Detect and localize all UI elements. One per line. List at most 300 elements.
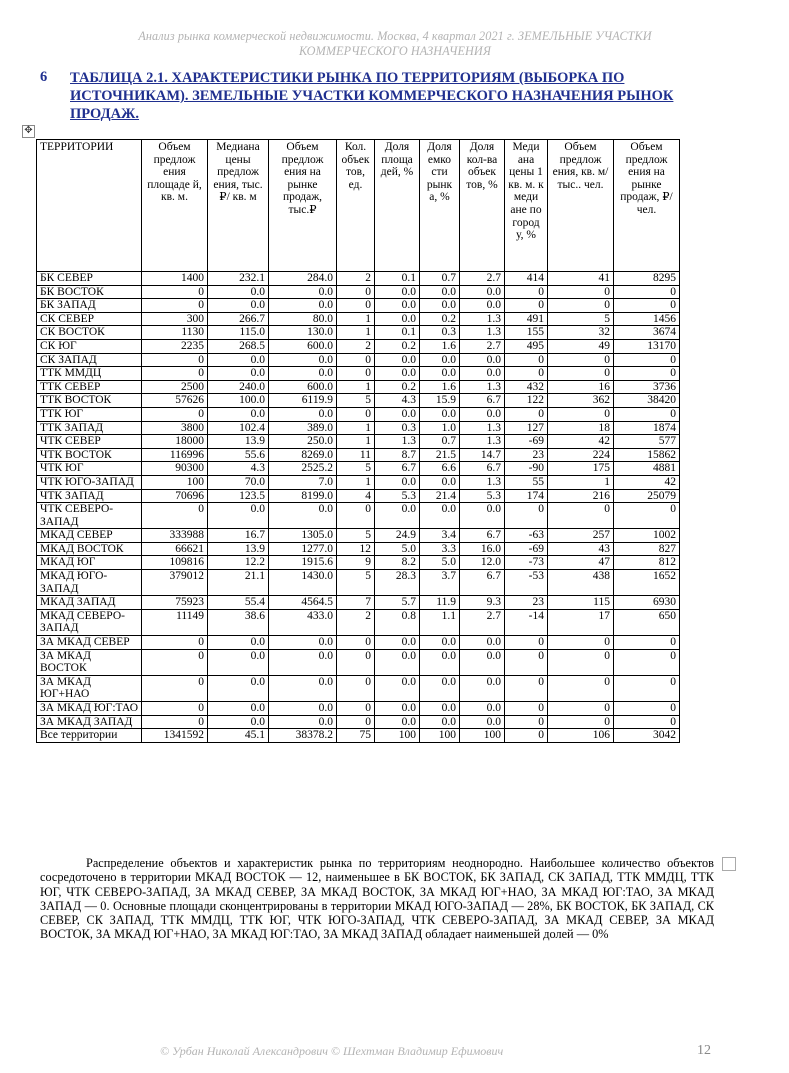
territory-cell: БК ВОСТОК [37, 285, 142, 299]
value-cell: 0 [614, 367, 680, 381]
value-cell: 4.3 [375, 394, 420, 408]
value-cell: 0 [142, 503, 208, 529]
territory-cell: ЗА МКАД ВОСТОК [37, 649, 142, 675]
value-cell: 232.1 [208, 272, 269, 286]
value-cell: 3.4 [420, 529, 460, 543]
value-cell: 75923 [142, 596, 208, 610]
value-cell: 1.1 [420, 609, 460, 635]
territory-cell: БК ЗАПАД [37, 299, 142, 313]
table-row [37, 448, 680, 462]
value-cell: 0 [337, 675, 375, 701]
value-cell: 600.0 [269, 339, 337, 353]
table-row [37, 556, 680, 570]
value-cell: 1 [337, 475, 375, 489]
value-cell: 0 [337, 702, 375, 716]
value-cell: 2.7 [460, 339, 505, 353]
value-cell: 42 [548, 435, 614, 449]
table-row [37, 421, 680, 435]
territory-cell: ЧТК ВОСТОК [37, 448, 142, 462]
value-cell: 0.0 [208, 636, 269, 650]
table-row [37, 299, 680, 313]
territory-cell: ТТК ЮГ [37, 407, 142, 421]
value-cell: 0.0 [460, 407, 505, 421]
value-cell: 0 [614, 636, 680, 650]
value-cell: 1.3 [460, 475, 505, 489]
value-cell: 0.0 [460, 715, 505, 729]
value-cell: 5 [337, 529, 375, 543]
value-cell: 0 [142, 715, 208, 729]
value-cell: 1305.0 [269, 529, 337, 543]
table-row [37, 702, 680, 716]
value-cell: 3736 [614, 380, 680, 394]
value-cell: 4564.5 [269, 596, 337, 610]
table-row [37, 339, 680, 353]
value-cell: 0.0 [208, 702, 269, 716]
value-cell: 1 [337, 312, 375, 326]
analysis-paragraph: Распределение объектов и характеристик рынка по территориям неоднородно. Наибольшее количество объектов сосредоточено в территории МКАД ВОСТОК — 12, наименьшее в БК ВОСТОК, БК ЗАПАД, СК ЗАПАД, ТТК ММДЦ, ТТК ЮГ, ЧТК СЕВЕРО-ЗАПАД, ЗА МКАД СЕВЕР, ЗА МКАД ВОСТОК, ЗА МКАД ЮГ+НАО, ЗА МКАД ЮГ:ТАО, ЗА МКАД ЗАПАД — 0. Основные площади сконцентрированы в территории МКАД ЮГО-ЗАПАД — 28%, БК ВОСТОК, БК ЗАПАД, СК СЕВЕР, СК ЗАПАД, ТТК ММДЦ, ТТК ЮГ, ЧТК ЮГО-ЗАПАД, ЧТК СЕВЕРО-ЗАПАД, ЗА МКАД СЕВЕР, ЗА МКАД ВОСТОК, ЗА МКАД ЮГ+НАО, ЗА МКАД ЮГ:ТАО, ЗА МКАД ЗАПАД обладает наименьшей долей — 0% [40, 856, 714, 942]
value-cell: 0.7 [420, 435, 460, 449]
territory-cell: МКАД ЮГ [37, 556, 142, 570]
value-cell: 0.0 [375, 299, 420, 313]
value-cell: 3800 [142, 421, 208, 435]
value-cell: 3674 [614, 326, 680, 340]
value-cell: 1002 [614, 529, 680, 543]
value-cell: 0 [337, 299, 375, 313]
column-header: Медиана цены предлож ения, тыс.₽/ кв. м [208, 140, 269, 272]
territory-cell: ЧТК СЕВЕР [37, 435, 142, 449]
value-cell: 21.4 [420, 489, 460, 503]
table-row [37, 435, 680, 449]
value-cell: 0.0 [269, 715, 337, 729]
table-row [37, 367, 680, 381]
value-cell: 0.0 [460, 353, 505, 367]
value-cell: 0.0 [420, 503, 460, 529]
table-row [37, 272, 680, 286]
value-cell: 13.9 [208, 435, 269, 449]
value-cell: 266.7 [208, 312, 269, 326]
value-cell: 0.1 [375, 326, 420, 340]
value-cell: 8199.0 [269, 489, 337, 503]
value-cell: 0 [548, 299, 614, 313]
value-cell: 3.7 [420, 570, 460, 596]
value-cell: 1 [337, 380, 375, 394]
table-row [37, 380, 680, 394]
value-cell: 0.0 [269, 675, 337, 701]
value-cell: 1130 [142, 326, 208, 340]
value-cell: 0.0 [269, 367, 337, 381]
value-cell: -73 [505, 556, 548, 570]
value-cell: 0 [505, 675, 548, 701]
value-cell: 0.0 [375, 636, 420, 650]
value-cell: 100 [460, 729, 505, 743]
table-row [37, 675, 680, 701]
territory-cell: МКАД ЮГО-ЗАПАД [37, 570, 142, 596]
value-cell: 2 [337, 272, 375, 286]
value-cell: 0 [548, 675, 614, 701]
value-cell: 0 [548, 636, 614, 650]
value-cell: 0.0 [208, 675, 269, 701]
page-number: 12 [697, 1043, 711, 1058]
territory-cell: ЧТК ЮГ [37, 462, 142, 476]
value-cell: 0 [548, 353, 614, 367]
title-link[interactable]: ТАБЛИЦА 2.1. ХАРАКТЕРИСТИКИ РЫНКА ПО ТЕРРИТОРИЯМ (ВЫБОРКА ПО ИСТОЧНИКАМ). ЗЕМЕЛЬНЫЕ УЧАСТКИ КОММЕРЧЕСКОГО НАЗНАЧЕНИЯ РЫНОК ПРОДАЖ. [70, 70, 674, 122]
value-cell: 300 [142, 312, 208, 326]
value-cell: 5 [337, 394, 375, 408]
table-row [37, 407, 680, 421]
column-header: Объем предлож ения, кв. м/ тыс.. чел. [548, 140, 614, 272]
value-cell: 11149 [142, 609, 208, 635]
value-cell: 0 [505, 649, 548, 675]
column-header: Объем предлож ения на рынке продаж, тыс.₽ [269, 140, 337, 272]
value-cell: 70696 [142, 489, 208, 503]
territory-cell: ТТК ЗАПАД [37, 421, 142, 435]
value-cell: 0.2 [375, 339, 420, 353]
column-header: Кол. объек тов, ед. [337, 140, 375, 272]
value-cell: 0 [505, 367, 548, 381]
value-cell: 812 [614, 556, 680, 570]
value-cell: 1 [337, 326, 375, 340]
value-cell: 6930 [614, 596, 680, 610]
value-cell: 0 [142, 353, 208, 367]
value-cell: 2.7 [460, 609, 505, 635]
value-cell: 11 [337, 448, 375, 462]
value-cell: 3.3 [420, 542, 460, 556]
value-cell: 90300 [142, 462, 208, 476]
value-cell: 0.0 [269, 353, 337, 367]
value-cell: 6.7 [460, 394, 505, 408]
value-cell: 0 [505, 503, 548, 529]
value-cell: 414 [505, 272, 548, 286]
value-cell: 2 [337, 609, 375, 635]
value-cell: 0 [548, 285, 614, 299]
table-row [37, 529, 680, 543]
table-row [37, 503, 680, 529]
table-row [37, 715, 680, 729]
value-cell: 257 [548, 529, 614, 543]
value-cell: 433.0 [269, 609, 337, 635]
value-cell: 17 [548, 609, 614, 635]
value-cell: 0.0 [208, 285, 269, 299]
value-cell: 106 [548, 729, 614, 743]
value-cell: 0 [337, 407, 375, 421]
value-cell: 0.0 [460, 636, 505, 650]
value-cell: 0.0 [269, 503, 337, 529]
value-cell: 0 [337, 715, 375, 729]
value-cell: 13.9 [208, 542, 269, 556]
value-cell: 12.0 [460, 556, 505, 570]
value-cell: 38.6 [208, 609, 269, 635]
value-cell: 5.3 [375, 489, 420, 503]
table-title [40, 69, 730, 123]
value-cell: 333988 [142, 529, 208, 543]
value-cell: 0.0 [208, 715, 269, 729]
value-cell: 0 [142, 407, 208, 421]
territory-cell: ЧТК ЗАПАД [37, 489, 142, 503]
value-cell: 23 [505, 448, 548, 462]
value-cell: 0.0 [420, 407, 460, 421]
value-cell: 15862 [614, 448, 680, 462]
value-cell: 0.0 [375, 312, 420, 326]
value-cell: 0.0 [420, 285, 460, 299]
value-cell: 109816 [142, 556, 208, 570]
value-cell: 0.0 [269, 649, 337, 675]
value-cell: 1341592 [142, 729, 208, 743]
table-row [37, 285, 680, 299]
value-cell: 0 [614, 407, 680, 421]
value-cell: 41 [548, 272, 614, 286]
value-cell: 827 [614, 542, 680, 556]
value-cell: 0 [548, 407, 614, 421]
market-table [36, 139, 680, 743]
value-cell: 0.0 [460, 702, 505, 716]
value-cell: 5 [337, 462, 375, 476]
value-cell: 379012 [142, 570, 208, 596]
value-cell: 4 [337, 489, 375, 503]
value-cell: 0.0 [460, 675, 505, 701]
value-cell: 0 [614, 675, 680, 701]
territory-cell: МКАД СЕВЕРО-ЗАПАД [37, 609, 142, 635]
value-cell: 0 [548, 715, 614, 729]
territory-cell: МКАД ЗАПАД [37, 596, 142, 610]
footer-copyright: © Урбан Николай Александрович © Шехтман Владимир Ефимович [160, 1044, 504, 1058]
value-cell: 0 [614, 299, 680, 313]
table-row [37, 609, 680, 635]
value-cell: 11.9 [420, 596, 460, 610]
value-cell: 0.0 [375, 353, 420, 367]
value-cell: 0.0 [208, 503, 269, 529]
territory-cell: ЧТК ЮГО-ЗАПАД [37, 475, 142, 489]
value-cell: 362 [548, 394, 614, 408]
value-cell: 9 [337, 556, 375, 570]
territory-cell: СК ЮГ [37, 339, 142, 353]
value-cell: 66621 [142, 542, 208, 556]
territory-cell: ТТК ВОСТОК [37, 394, 142, 408]
value-cell: 1.3 [460, 380, 505, 394]
value-cell: 38420 [614, 394, 680, 408]
territory-cell: СК СЕВЕР [37, 312, 142, 326]
value-cell: 1 [337, 435, 375, 449]
value-cell: 0.0 [420, 649, 460, 675]
title-number: 6 [40, 69, 48, 85]
value-cell: 0.0 [269, 299, 337, 313]
value-cell: 0 [548, 503, 614, 529]
value-cell: 0 [142, 285, 208, 299]
territory-cell: ТТК СЕВЕР [37, 380, 142, 394]
value-cell: 0.0 [420, 675, 460, 701]
value-cell: 115 [548, 596, 614, 610]
value-cell: 438 [548, 570, 614, 596]
value-cell: 600.0 [269, 380, 337, 394]
value-cell: 0.0 [375, 285, 420, 299]
value-cell: 0 [505, 285, 548, 299]
value-cell: 0.0 [375, 503, 420, 529]
table-row [37, 596, 680, 610]
value-cell: 25079 [614, 489, 680, 503]
value-cell: 0.0 [208, 353, 269, 367]
value-cell: 55.6 [208, 448, 269, 462]
value-cell: 0 [614, 503, 680, 529]
value-cell: 0.0 [208, 299, 269, 313]
value-cell: 0 [337, 636, 375, 650]
value-cell: 1.6 [420, 339, 460, 353]
paragraph-mark-icon [722, 857, 736, 871]
value-cell: 0.0 [269, 702, 337, 716]
value-cell: 284.0 [269, 272, 337, 286]
value-cell: 12.2 [208, 556, 269, 570]
value-cell: 8295 [614, 272, 680, 286]
value-cell: 432 [505, 380, 548, 394]
value-cell: 0.0 [375, 367, 420, 381]
value-cell: 4.3 [208, 462, 269, 476]
value-cell: 116996 [142, 448, 208, 462]
value-cell: 2235 [142, 339, 208, 353]
value-cell: 6.7 [375, 462, 420, 476]
value-cell: 7 [337, 596, 375, 610]
column-header: Меди ана цены 1 кв. м. к меди ане по город у, % [505, 140, 548, 272]
table-row [37, 489, 680, 503]
column-header: Доля площа дей, % [375, 140, 420, 272]
territory-cell: БК СЕВЕР [37, 272, 142, 286]
column-header: Объем предлож ения на рынке продаж, ₽/чел. [614, 140, 680, 272]
value-cell: 16 [548, 380, 614, 394]
value-cell: 1.3 [460, 326, 505, 340]
value-cell: 3042 [614, 729, 680, 743]
value-cell: 1.3 [375, 435, 420, 449]
territory-cell: ЗА МКАД ЗАПАД [37, 715, 142, 729]
value-cell: 16.0 [460, 542, 505, 556]
value-cell: 70.0 [208, 475, 269, 489]
value-cell: 42 [614, 475, 680, 489]
value-cell: 0.0 [420, 475, 460, 489]
value-cell: 0.1 [375, 272, 420, 286]
value-cell: 23 [505, 596, 548, 610]
value-cell: 0 [614, 715, 680, 729]
value-cell: 1 [337, 421, 375, 435]
value-cell: 0.0 [420, 367, 460, 381]
header-line-2: КОММЕРЧЕСКОГО НАЗНАЧЕНИЯ [299, 44, 491, 58]
value-cell: 155 [505, 326, 548, 340]
value-cell: 175 [548, 462, 614, 476]
value-cell: 0.0 [269, 407, 337, 421]
value-cell: 0.0 [420, 299, 460, 313]
value-cell: 0.0 [460, 367, 505, 381]
value-cell: 1430.0 [269, 570, 337, 596]
running-header [60, 29, 730, 59]
value-cell: 9.3 [460, 596, 505, 610]
territory-cell: МКАД СЕВЕР [37, 529, 142, 543]
value-cell: 0 [614, 285, 680, 299]
value-cell: 0.0 [420, 636, 460, 650]
value-cell: 0.0 [208, 407, 269, 421]
territory-cell: ЗА МКАД ЮГ+НАО [37, 675, 142, 701]
value-cell: 130.0 [269, 326, 337, 340]
value-cell: 0 [337, 367, 375, 381]
column-header: ТЕРРИТОРИИ [37, 140, 142, 272]
move-handle-icon[interactable]: ✥ [22, 125, 35, 138]
value-cell: 13170 [614, 339, 680, 353]
value-cell: 0.0 [460, 299, 505, 313]
table-row [37, 729, 680, 743]
value-cell: 0.7 [420, 272, 460, 286]
value-cell: -53 [505, 570, 548, 596]
value-cell: 8.7 [375, 448, 420, 462]
value-cell: 0 [505, 353, 548, 367]
value-cell: 0 [548, 649, 614, 675]
value-cell: 55 [505, 475, 548, 489]
value-cell: 100.0 [208, 394, 269, 408]
value-cell: 5.3 [460, 489, 505, 503]
value-cell: 100 [142, 475, 208, 489]
value-cell: 1 [548, 475, 614, 489]
value-cell: 14.7 [460, 448, 505, 462]
value-cell: 57626 [142, 394, 208, 408]
value-cell: 0.0 [375, 475, 420, 489]
value-cell: 127 [505, 421, 548, 435]
value-cell: 15.9 [420, 394, 460, 408]
value-cell: 0.0 [375, 702, 420, 716]
value-cell: 0.0 [460, 649, 505, 675]
value-cell: 6.7 [460, 529, 505, 543]
value-cell: 80.0 [269, 312, 337, 326]
value-cell: 0 [337, 503, 375, 529]
value-cell: 0.0 [420, 353, 460, 367]
value-cell: 100 [420, 729, 460, 743]
column-header: Доля кол-ва объек тов, % [460, 140, 505, 272]
value-cell: 8.2 [375, 556, 420, 570]
value-cell: 6.7 [460, 570, 505, 596]
value-cell: 0 [337, 353, 375, 367]
value-cell: 0 [614, 702, 680, 716]
table-row [37, 649, 680, 675]
value-cell: 0.0 [460, 285, 505, 299]
value-cell: 1.6 [420, 380, 460, 394]
value-cell: 21.1 [208, 570, 269, 596]
value-cell: 7.0 [269, 475, 337, 489]
value-cell: 0 [142, 299, 208, 313]
value-cell: 0 [142, 636, 208, 650]
value-cell: 0.2 [375, 380, 420, 394]
value-cell: 115.0 [208, 326, 269, 340]
table-row [37, 312, 680, 326]
value-cell: 0 [614, 353, 680, 367]
value-cell: 102.4 [208, 421, 269, 435]
value-cell: 24.9 [375, 529, 420, 543]
value-cell: 389.0 [269, 421, 337, 435]
territory-cell: ТТК ММДЦ [37, 367, 142, 381]
column-header: Доля емко сти рынк а, % [420, 140, 460, 272]
territory-cell: СК ВОСТОК [37, 326, 142, 340]
value-cell: 268.5 [208, 339, 269, 353]
value-cell: 49 [548, 339, 614, 353]
value-cell: 0 [505, 407, 548, 421]
value-cell: 0 [505, 299, 548, 313]
value-cell: 5 [548, 312, 614, 326]
value-cell: 1456 [614, 312, 680, 326]
value-cell: 6.6 [420, 462, 460, 476]
value-cell: -63 [505, 529, 548, 543]
value-cell: 75 [337, 729, 375, 743]
value-cell: -14 [505, 609, 548, 635]
value-cell: 0 [505, 729, 548, 743]
header-line-1: Анализ рынка коммерческой недвижимости. Москва, 4 квартал 2021 г. ЗЕМЕЛЬНЫЕ УЧАСТКИ [138, 29, 652, 43]
value-cell: -90 [505, 462, 548, 476]
value-cell: 1.3 [460, 312, 505, 326]
value-cell: 2525.2 [269, 462, 337, 476]
value-cell: 5.7 [375, 596, 420, 610]
value-cell: 0 [337, 285, 375, 299]
value-cell: 1.3 [460, 421, 505, 435]
value-cell: -69 [505, 435, 548, 449]
